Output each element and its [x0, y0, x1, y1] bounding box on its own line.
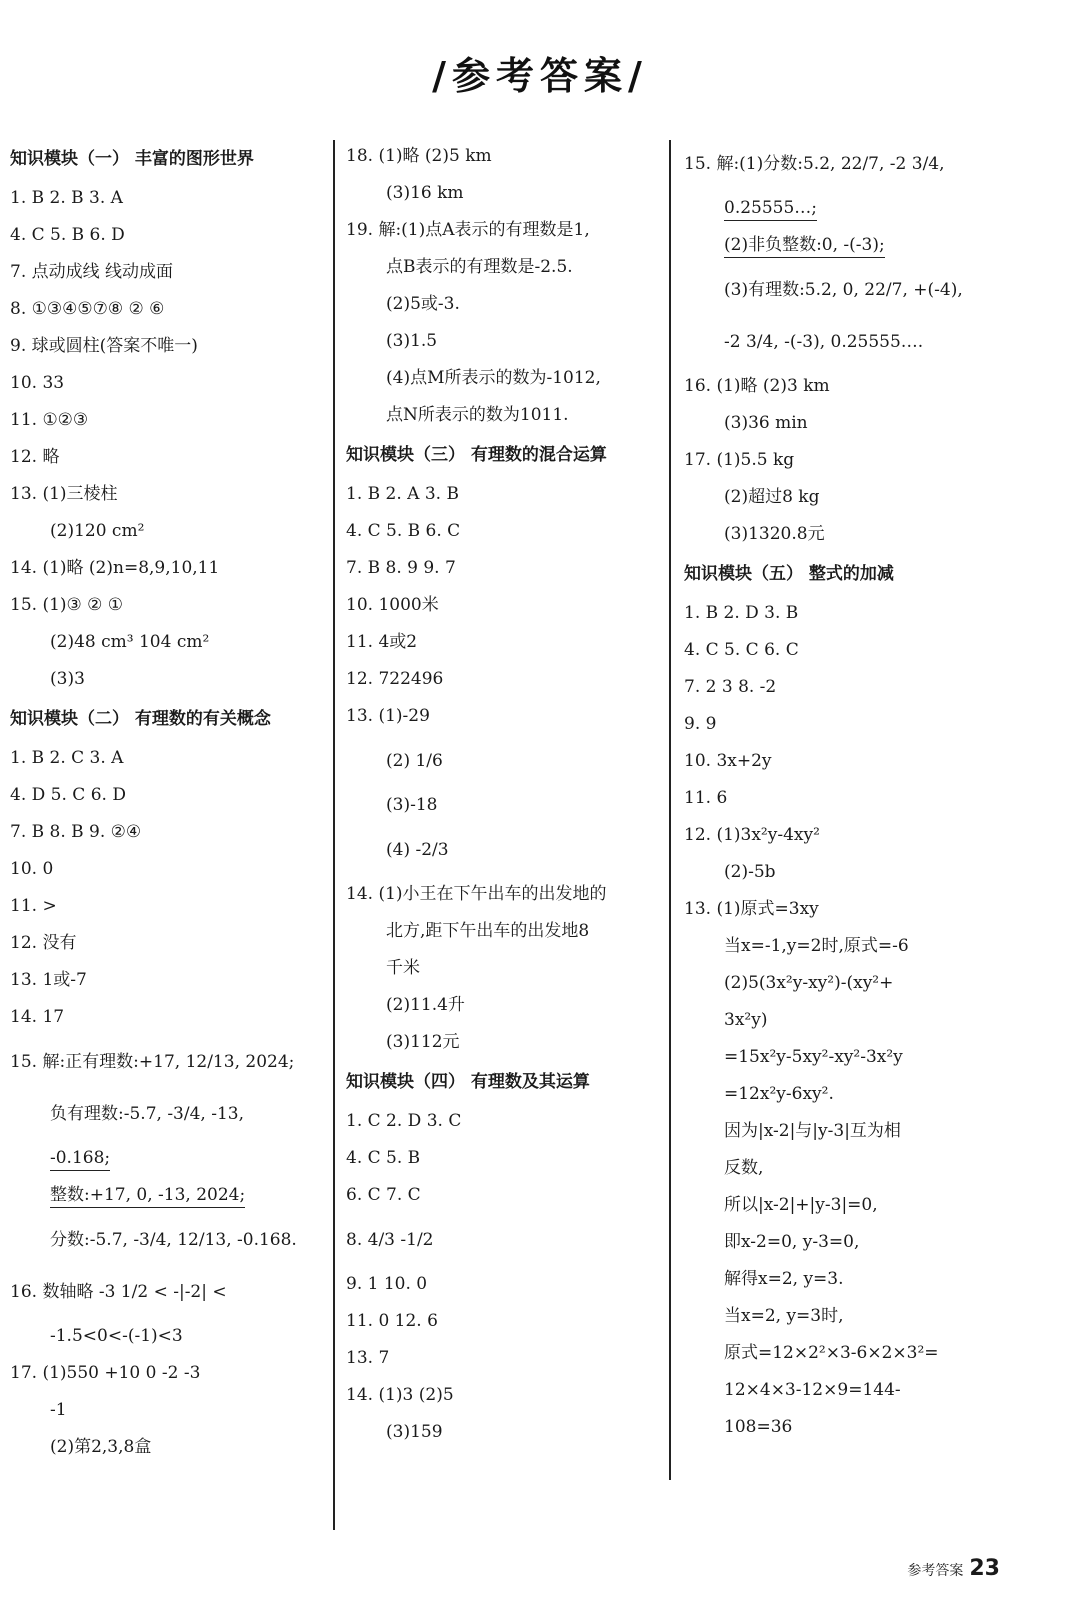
section-heading: 知识模块（一） 丰富的图形世界	[10, 149, 254, 169]
underlined-answer: (2)非负整数:0, -(-3);	[724, 233, 885, 258]
answer-line: -1.5<0<-(-1)<3	[50, 1326, 183, 1346]
answer-line: (2)11.4升	[386, 995, 465, 1015]
answer-line: -1	[50, 1400, 67, 1420]
answer-line: (3)112元	[386, 1032, 460, 1052]
answer-line	[684, 190, 1004, 227]
answer-line: 17. (1)5.5 kg	[684, 450, 795, 470]
answer-line: 反数,	[724, 1158, 764, 1178]
answer-line: (3)36 min	[724, 413, 808, 433]
answer-line: 13. 1或-7	[10, 970, 87, 990]
answer-line: (2)超过8 kg	[724, 487, 820, 507]
section-heading: 知识模块（五） 整式的加减	[684, 564, 894, 584]
answer-line: (3)16 km	[386, 183, 464, 203]
page-title: /参考答案/	[432, 53, 648, 98]
answer-line: 9. 1 10. 0	[346, 1274, 428, 1294]
answer-line: 16. 数轴略 -3 1/2 < -|-2| <	[10, 1282, 227, 1302]
answer-column-middle	[346, 138, 666, 1451]
answer-column-left	[10, 138, 330, 1466]
answer-line: 千米	[386, 958, 420, 978]
footer-label: 参考答案	[907, 1563, 964, 1579]
answer-line: 即x-2=0, y-3=0,	[724, 1232, 860, 1252]
answer-line: 16. (1)略 (2)3 km	[684, 376, 830, 396]
answer-line: 原式=12×2²×3-6×2×3²=	[724, 1343, 939, 1363]
answer-column-right	[684, 138, 1004, 1446]
answer-line: 北方,距下午出车的出发地8	[386, 921, 590, 941]
answer-line: 8. 4/3 -1/2	[346, 1230, 434, 1250]
answer-line: 15. (1)③ ② ①	[10, 595, 124, 615]
answer-line: 7. 点动成线 线动成面	[10, 262, 174, 282]
answer-line: 负有理数:-5.7, -3/4, -13,	[50, 1104, 245, 1124]
answer-line: 所以|x-2|+|y-3|=0,	[724, 1195, 878, 1215]
answer-line: 13. (1)-29	[346, 706, 430, 726]
answer-line: 12. 略	[10, 447, 60, 467]
answer-line: (3)1.5	[386, 331, 438, 351]
answer-line: 1. B 2. D 3. B	[684, 603, 799, 623]
answer-line: 点N所表示的数为1011.	[386, 405, 569, 425]
answer-line: 11. >	[10, 896, 57, 916]
section-heading: 知识模块（三） 有理数的混合运算	[346, 445, 607, 465]
answer-line	[10, 1177, 330, 1214]
answer-line: =12x²y-6xy².	[724, 1084, 834, 1104]
answer-line: 1. C 2. D 3. C	[346, 1111, 462, 1131]
answer-line: 当x=2, y=3时,	[724, 1306, 844, 1326]
page-number: 23	[969, 1556, 1000, 1581]
answer-line: 15. 解:正有理数:+17, 12/13, 2024;	[10, 1052, 295, 1072]
column-divider	[669, 140, 671, 1480]
answer-line: 14. 17	[10, 1007, 65, 1027]
underlined-answer: 0.25555…;	[724, 196, 817, 221]
answer-line: -2 3/4, -(-3), 0.25555….	[724, 332, 924, 352]
answer-line: 14. (1)小王在下午出车的出发地的	[346, 884, 607, 904]
answer-line: =15x²y-5xy²-xy²-3x²y	[724, 1047, 903, 1067]
answer-line: (4) -2/3	[386, 840, 449, 860]
answer-line: 当x=-1,y=2时,原式=-6	[724, 936, 909, 956]
answer-line: 14. (1)略 (2)n=8,9,10,11	[10, 558, 220, 578]
answer-line: (2)-5b	[724, 862, 776, 882]
answer-line: 15. 解:(1)分数:5.2, 22/7, -2 3/4,	[684, 154, 945, 174]
answer-line: 4. D 5. C 6. D	[10, 785, 126, 805]
answer-line: 10. 33	[10, 373, 65, 393]
answer-line: 1. B 2. C 3. A	[10, 748, 124, 768]
answer-line	[684, 227, 1004, 264]
answer-line: 13. (1)原式=3xy	[684, 899, 819, 919]
answer-line: 11. ①②③	[10, 410, 89, 430]
answer-line: (2)48 cm³ 104 cm²	[50, 632, 210, 652]
answer-line: 12. 722496	[346, 669, 444, 689]
answer-line: 11. 4或2	[346, 632, 418, 652]
answer-line: (3)159	[386, 1422, 443, 1442]
answer-line: 12. (1)3x²y-4xy²	[684, 825, 820, 845]
answer-line: 11. 6	[684, 788, 728, 808]
answer-line: 7. 2 3 8. -2	[684, 677, 777, 697]
answer-line: 10. 1000米	[346, 595, 439, 615]
answer-line: 10. 0	[10, 859, 54, 879]
answer-line: (2)120 cm²	[50, 521, 145, 541]
answer-line: 9. 9	[684, 714, 717, 734]
answer-line: (3)3	[50, 669, 85, 689]
answer-line: 11. 0 12. 6	[346, 1311, 438, 1331]
answer-line: (3)-18	[386, 795, 438, 815]
answer-line: 1. B 2. B 3. A	[10, 188, 123, 208]
answer-line: 7. B 8. 9 9. 7	[346, 558, 456, 578]
answer-line: (2)第2,3,8盒	[50, 1437, 152, 1457]
answer-line: 4. C 5. C 6. C	[684, 640, 799, 660]
underlined-answer: -0.168;	[50, 1146, 110, 1171]
answer-line: 点B表示的有理数是-2.5.	[386, 257, 573, 277]
answer-line: 因为|x-2|与|y-3|互为相	[724, 1121, 901, 1141]
answer-line: (2) 1/6	[386, 751, 443, 771]
answer-line: 3x²y)	[724, 1010, 768, 1030]
answer-line: 8. ①③④⑤⑦⑧ ② ⑥	[10, 299, 165, 319]
answer-line: 18. (1)略 (2)5 km	[346, 146, 492, 166]
answer-line: 9. 球或圆柱(答案不唯一)	[10, 336, 198, 356]
section-heading: 知识模块（四） 有理数及其运算	[346, 1072, 590, 1092]
answer-line: 13. 7	[346, 1348, 390, 1368]
answer-line: (2)5或-3.	[386, 294, 460, 314]
underlined-answer: 整数:+17, 0, -13, 2024;	[50, 1183, 245, 1208]
answer-line: 6. C 7. C	[346, 1185, 421, 1205]
page-header	[0, 42, 1080, 102]
answer-line: 4. C 5. B 6. D	[10, 225, 125, 245]
answer-line	[10, 1140, 330, 1177]
answer-line: 12×4×3-12×9=144-	[724, 1380, 901, 1400]
column-divider	[333, 140, 335, 1530]
answer-line: (3)1320.8元	[724, 524, 825, 544]
answer-line: 7. B 8. B 9. ②④	[10, 822, 142, 842]
answer-line: 12. 没有	[10, 933, 77, 953]
page-footer	[907, 1556, 1000, 1581]
answer-line: 10. 3x+2y	[684, 751, 772, 771]
answer-line: 4. C 5. B	[346, 1148, 421, 1168]
section-heading: 知识模块（二） 有理数的有关概念	[10, 709, 271, 729]
answer-line: 17. (1)550 +10 0 -2 -3	[10, 1363, 201, 1383]
answer-line: 14. (1)3 (2)5	[346, 1385, 454, 1405]
answer-line: 4. C 5. B 6. C	[346, 521, 461, 541]
answer-line: 1. B 2. A 3. B	[346, 484, 459, 504]
answer-line: 108=36	[724, 1417, 793, 1437]
answer-line: 解得x=2, y=3.	[724, 1269, 844, 1289]
answer-line: (4)点M所表示的数为-1012,	[386, 368, 601, 388]
answer-line: (2)5(3x²y-xy²)-(xy²+	[724, 973, 894, 993]
answer-line: 13. (1)三棱柱	[10, 484, 118, 504]
answer-line: (3)有理数:5.2, 0, 22/7, +(-4),	[724, 280, 963, 300]
answer-line: 分数:-5.7, -3/4, 12/13, -0.168.	[50, 1230, 297, 1250]
answer-line: 19. 解:(1)点A表示的有理数是1,	[346, 220, 590, 240]
